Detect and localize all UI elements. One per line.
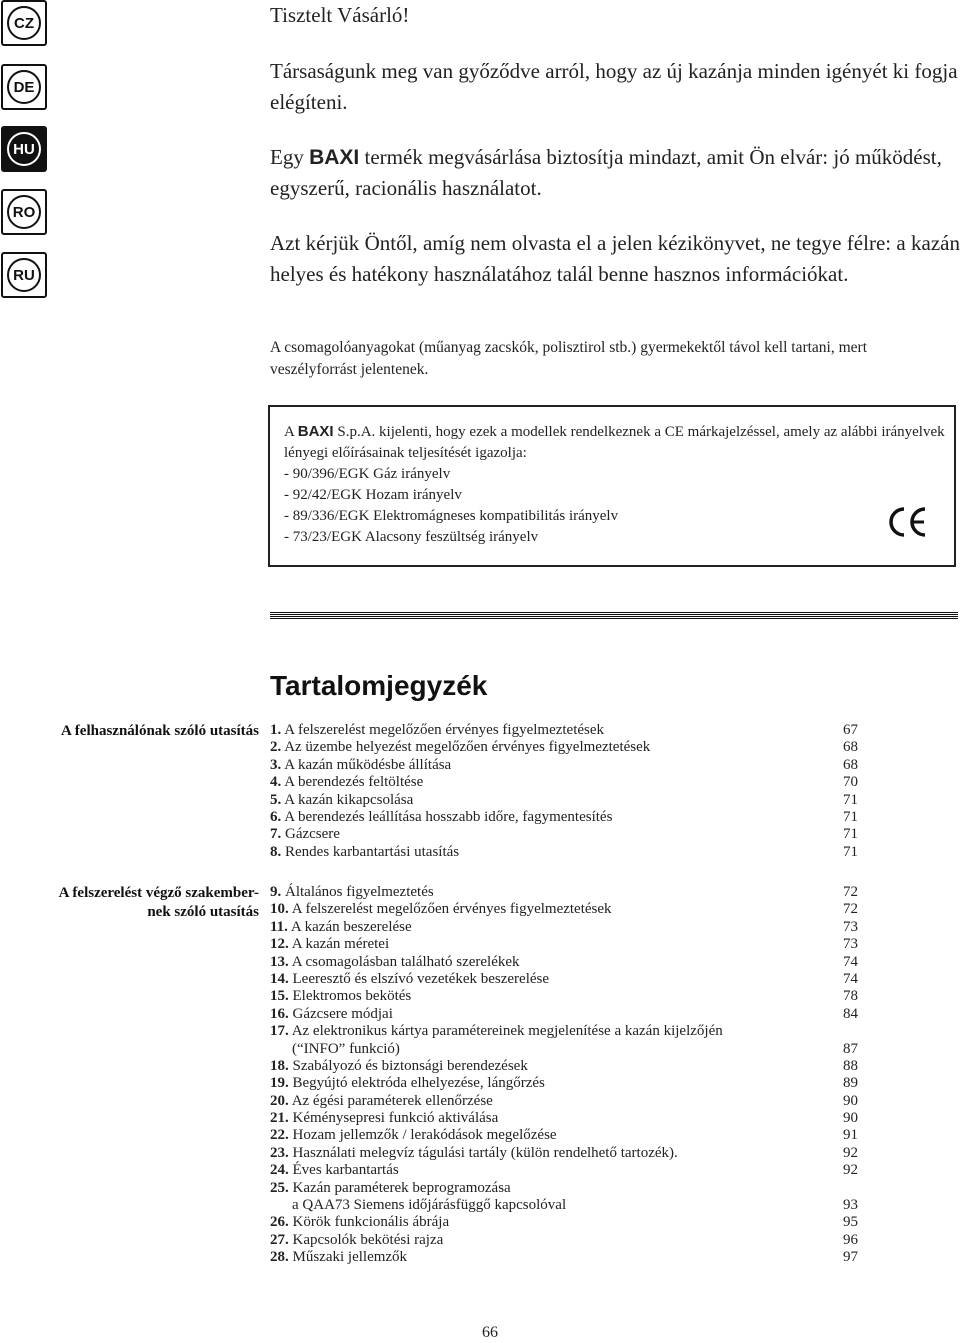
installer-label-line: A felszerelést végző szakember- <box>58 885 259 901</box>
toc-item-text: A berendezés leállítása hosszabb időre, fagymentesítés <box>284 808 613 825</box>
brand-logo-text: BAXI <box>297 423 334 440</box>
toc-item-number: 20. <box>270 1092 289 1109</box>
intro-text-end: termék megvásárlása biztosítja mindazt, amit Ön elvár: jó működést, egyszerű, racionális használatot. <box>270 145 942 200</box>
toc-item-number: 13. <box>270 953 289 970</box>
toc-item[interactable] <box>270 1110 860 1127</box>
toc-item-text: Elektromos bekötés <box>292 988 412 1005</box>
toc-item[interactable] <box>270 936 860 953</box>
ce-declaration-box <box>268 405 956 567</box>
directive-item: - 73/23/EGK Alacsony feszültség irányelv <box>284 529 539 545</box>
toc-item-text: Szabályozó és biztonsági berendezések <box>292 1057 528 1074</box>
toc-item-text: A kazán beszerelése <box>290 918 412 935</box>
directive-item: - 90/396/EGK Gáz irányelv <box>284 466 451 482</box>
installer-label-line: nek szóló utasítás <box>147 904 259 920</box>
toc-item-text: Hozam jellemzők / lerakódások megelőzése <box>292 1127 557 1144</box>
toc-item-page: 72 <box>843 883 858 900</box>
installer-toc-list <box>270 884 860 1267</box>
language-tab-label: DE <box>7 70 41 104</box>
toc-item-page: 68 <box>843 739 858 756</box>
toc-item-page: 71 <box>843 808 858 825</box>
user-section-label: A felhasználónak szóló utasítás <box>61 723 259 739</box>
toc-item-number: 10. <box>270 901 289 918</box>
intro-text: Társaságunk meg van győződve arról, hogy az új kazánja minden igényét ki fogja elégíteni. <box>270 59 958 114</box>
toc-item[interactable] <box>270 1180 860 1215</box>
toc-item-page: 93 <box>843 1197 858 1214</box>
toc-item-text: Körök funkcionális ábrája <box>292 1214 450 1231</box>
directive-list <box>284 464 946 548</box>
language-tab-label: RO <box>7 195 41 229</box>
toc-item-number: 2. <box>270 739 282 756</box>
toc-item-page: 70 <box>843 774 858 791</box>
toc-item-page: 87 <box>843 1040 858 1057</box>
toc-item[interactable] <box>270 1232 860 1249</box>
toc-item[interactable] <box>270 1214 860 1231</box>
language-tab-cz[interactable] <box>1 0 47 46</box>
toc-item[interactable] <box>270 884 860 901</box>
toc-item-page: 68 <box>843 756 858 773</box>
toc-item-text: Műszaki jellemzők <box>292 1249 408 1266</box>
toc-item-page: 91 <box>843 1127 858 1144</box>
declaration-text <box>284 421 946 548</box>
toc-item[interactable] <box>270 901 860 918</box>
toc-item-page: 72 <box>843 901 858 918</box>
toc-item-number: 1. <box>270 722 282 738</box>
toc-item-page: 90 <box>843 1110 858 1127</box>
toc-item-text: Éves karbantartás <box>292 1162 399 1179</box>
toc-item[interactable] <box>270 722 860 739</box>
toc-item[interactable] <box>270 774 860 791</box>
toc-item[interactable] <box>270 1249 860 1266</box>
toc-item-number: 12. <box>270 936 289 953</box>
language-tab-label: RU <box>7 258 41 292</box>
toc-item-text: Általános figyelmeztetés <box>285 884 434 900</box>
language-tab-label: CZ <box>7 6 41 40</box>
toc-item-number: 18. <box>270 1057 289 1074</box>
toc-item-page: 73 <box>843 918 858 935</box>
greeting: Tisztelt Vásárló! <box>270 3 410 27</box>
toc-item-text-continuation: a QAA73 Siemens időjárásfüggő kapcsolóval <box>292 1197 567 1214</box>
page-number: 66 <box>482 1324 498 1341</box>
language-tab-ru[interactable] <box>1 252 47 298</box>
packaging-note: A csomagolóanyagokat (műanyag zacskók, polisztirol stb.) gyermekektől távol kell tartani, mert veszélyforrást jelentenek. <box>270 339 868 378</box>
toc-item-text: A kazán működésbe állítása <box>284 756 452 773</box>
toc-item-text: Használati melegvíz tágulási tartály (külön rendelhető tartozék). <box>292 1144 678 1161</box>
toc-item-text: A kazán kikapcsolása <box>284 791 414 808</box>
toc-item[interactable] <box>270 988 860 1005</box>
toc-item-number: 27. <box>270 1231 289 1248</box>
toc-item-number: 24. <box>270 1162 289 1179</box>
toc-item[interactable] <box>270 1127 860 1144</box>
toc-item-text: A kazán méretei <box>291 936 390 953</box>
toc-title: Tartalomjegyzék <box>270 670 488 701</box>
intro-greeting-block <box>270 0 960 31</box>
language-tab-label: HU <box>7 132 41 166</box>
intro-paragraph-3 <box>270 228 960 290</box>
toc-item-page: 78 <box>843 988 858 1005</box>
toc-item[interactable] <box>270 1058 860 1075</box>
toc-item-number: 5. <box>270 791 282 808</box>
intro-text: Azt kérjük Öntől, amíg nem olvasta el a jelen kézikönyvet, ne tegye félre: a kazán helyes és hatékony használatához talál benne hasznos információkat. <box>270 231 960 286</box>
intro-text <box>270 142 960 204</box>
toc-item-page: 71 <box>843 826 858 843</box>
toc-item-number: 3. <box>270 756 282 773</box>
toc-item[interactable] <box>270 919 860 936</box>
declaration-paragraph <box>284 421 946 464</box>
toc-item[interactable] <box>270 1023 860 1058</box>
toc-item[interactable] <box>270 1145 860 1162</box>
toc-item-number: 26. <box>270 1214 289 1231</box>
declaration-body: S.p.A. kijelenti, hogy ezek a modellek rendelkeznek a CE márkajelzéssel, amely az alábbi irányelvek lényegi előírásainak teljesítését igazolja: <box>284 424 945 461</box>
toc-item-page: 84 <box>843 1005 858 1022</box>
toc-item-number: 9. <box>270 884 282 900</box>
toc-item-page: 73 <box>843 936 858 953</box>
toc-item[interactable] <box>270 792 860 809</box>
toc-item[interactable] <box>270 971 860 988</box>
toc-item-text: Kazán paraméterek beprogramozása <box>292 1179 511 1196</box>
declaration-prefix: A <box>284 424 298 440</box>
toc-item-text: Rendes karbantartási utasítás <box>285 843 460 860</box>
toc-item-page: 67 <box>843 721 858 738</box>
toc-item[interactable] <box>270 739 860 756</box>
toc-item-text: A csomagolásban található szerelékek <box>291 953 520 970</box>
toc-item-text: Az égési paraméterek ellenőrzése <box>291 1092 493 1109</box>
toc-item-page: 97 <box>843 1249 858 1266</box>
toc-item[interactable] <box>270 844 860 861</box>
toc-item-text: Leeresztő és elszívó vezetékek beszerelése <box>292 970 550 987</box>
toc-item-number: 16. <box>270 1005 289 1022</box>
toc-item-text: Gázcsere módjai <box>292 1005 393 1022</box>
brand-logo-text: BAXI <box>309 146 360 169</box>
section-divider <box>270 612 958 620</box>
toc-item-number: 25. <box>270 1179 289 1196</box>
toc-item[interactable] <box>270 1162 860 1179</box>
toc-item-page: 71 <box>843 843 858 860</box>
toc-item-number: 23. <box>270 1144 289 1161</box>
toc-item-text: Begyújtó elektróda elhelyezése, lángőrzés <box>292 1075 545 1092</box>
directive-item: - 92/42/EGK Hozam irányelv <box>284 487 462 503</box>
toc-item-text-continuation: (“INFO” funkció) <box>292 1040 400 1057</box>
intro-paragraph-2 <box>270 142 960 204</box>
toc-item[interactable] <box>270 1006 860 1023</box>
toc-item-page: 71 <box>843 791 858 808</box>
toc-item-page: 96 <box>843 1231 858 1248</box>
ce-mark-icon <box>884 505 930 539</box>
toc-item-text: Az elektronikus kártya paramétereinek megjelenítése a kazán kijelzőjén <box>291 1023 723 1040</box>
toc-item-number: 14. <box>270 970 289 987</box>
toc-item-page: 88 <box>843 1057 858 1074</box>
toc-item-text: Kapcsolók bekötési rajza <box>292 1231 444 1248</box>
toc-item-number: 15. <box>270 988 289 1005</box>
toc-item-text: Kéménysepresi funkció aktiválása <box>292 1110 499 1127</box>
toc-item-number: 21. <box>270 1110 289 1127</box>
toc-item-page: 90 <box>843 1092 858 1109</box>
toc-item-number: 6. <box>270 808 282 825</box>
toc-item-number: 17. <box>270 1023 289 1040</box>
directive-item: - 89/336/EGK Elektromágneses kompatibilitás irányelv <box>284 508 619 524</box>
toc-item-page: 92 <box>843 1162 858 1179</box>
toc-item-number: 11. <box>270 918 288 935</box>
toc-item-text: A berendezés feltöltése <box>284 774 424 791</box>
toc-item[interactable] <box>270 826 860 843</box>
user-toc-list <box>270 722 860 861</box>
toc-item-page: 74 <box>843 953 858 970</box>
toc-item-text: Az üzembe helyezést megelőzően érvényes figyelmeztetések <box>284 739 651 756</box>
toc-item-number: 28. <box>270 1249 289 1266</box>
language-tab-de[interactable] <box>1 64 47 110</box>
toc-item[interactable] <box>270 1075 860 1092</box>
toc-item-text: Gázcsere <box>285 826 340 843</box>
toc-item-text: A felszerelést megelőzően érvényes figyelmeztetések <box>291 901 612 918</box>
toc-item[interactable] <box>270 809 860 826</box>
intro-text-start: Egy <box>270 145 310 169</box>
toc-item-number: 4. <box>270 774 282 791</box>
toc-item-number: 22. <box>270 1127 289 1144</box>
toc-item[interactable] <box>270 757 860 774</box>
toc-item-page: 95 <box>843 1214 858 1231</box>
intro-paragraph-1 <box>270 56 960 118</box>
toc-item[interactable] <box>270 1093 860 1110</box>
toc-item-page: 92 <box>843 1144 858 1161</box>
installer-section-label <box>0 884 259 922</box>
language-tab-ro[interactable] <box>1 189 47 235</box>
toc-item-number: 19. <box>270 1075 289 1092</box>
language-tab-hu[interactable] <box>1 126 47 172</box>
toc-item-page: 74 <box>843 970 858 987</box>
toc-item-text: A felszerelést megelőzően érvényes figyelmeztetések <box>284 722 605 738</box>
toc-item-page: 89 <box>843 1075 858 1092</box>
toc-item-number: 8. <box>270 843 282 860</box>
toc-item[interactable] <box>270 954 860 971</box>
toc-item-number: 7. <box>270 826 282 843</box>
